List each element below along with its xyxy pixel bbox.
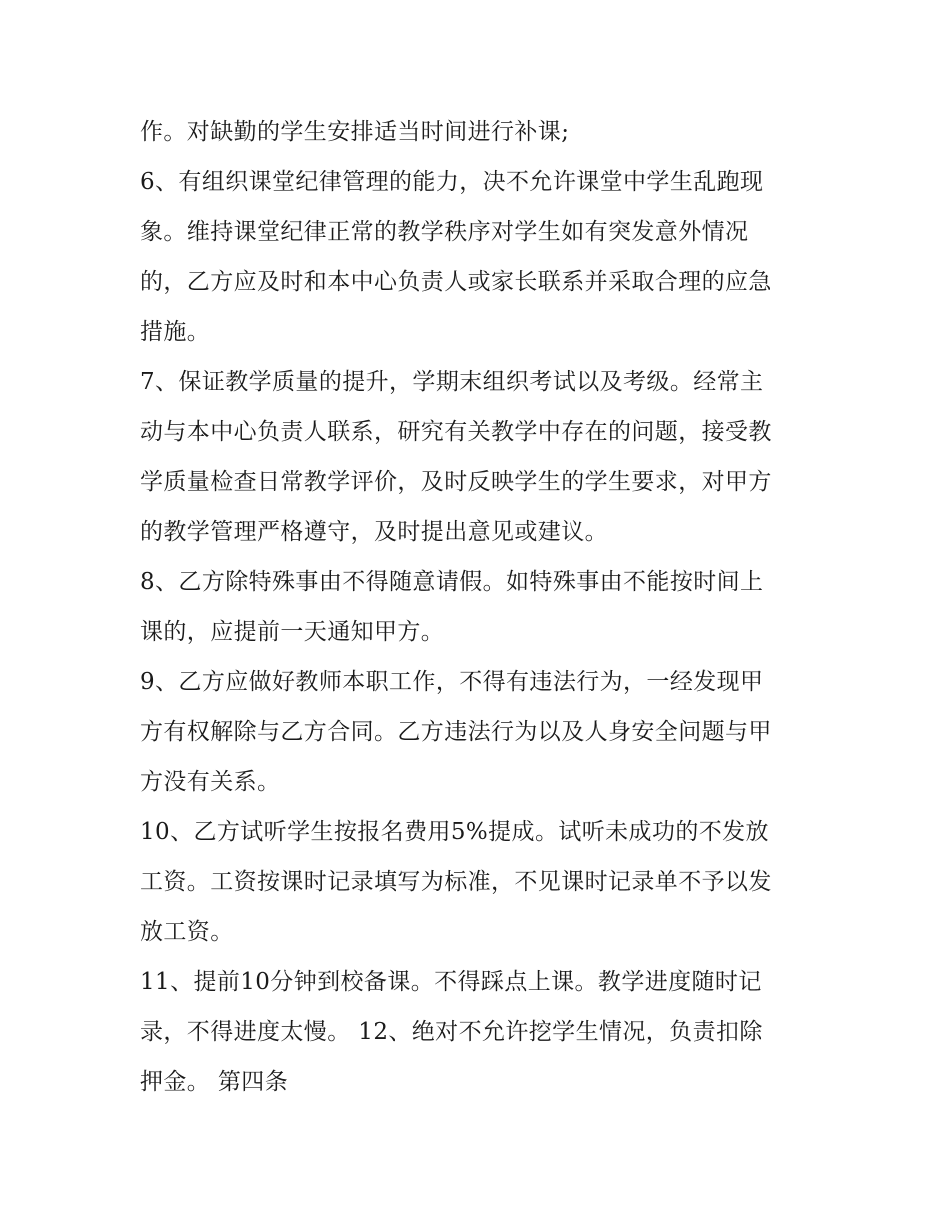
text-line: 10、乙方试听学生按报名费用5%提成。试听未成功的不发放	[140, 819, 769, 845]
text-line: 工资。工资按课时记录填写为标准，不见课时记录单不予以发	[140, 869, 772, 895]
text-line: 象。维持课堂纪律正常的教学秩序对学生如有突发意外情况	[140, 219, 749, 245]
text-line: 作。对缺勤的学生安排适当时间进行补课;	[140, 119, 570, 145]
text-line: 措施。	[140, 319, 211, 345]
text-line: 11、提前10分钟到校备课。不得踩点上课。教学进度随时记	[140, 969, 762, 995]
text-line: 8、乙方除特殊事由不得随意请假。如特殊事由不能按时间上	[140, 569, 764, 595]
text-line: 的教学管理严格遵守，及时提出意见或建议。	[140, 519, 608, 545]
text-line: 动与本中心负责人联系，研究有关教学中存在的问题，接受教	[140, 419, 772, 445]
text-line: 6、有组织课堂纪律管理的能力，决不允许课堂中学生乱跑现	[140, 169, 764, 195]
text-line: 放工资。	[140, 919, 234, 945]
text-line: 课的，应提前一天通知甲方。	[140, 619, 445, 645]
text-line: 学质量检查日常教学评价，及时反映学生的学生要求，对甲方	[140, 469, 772, 495]
text-line: 方没有关系。	[140, 769, 281, 795]
text-line: 押金。 第四条	[140, 1069, 289, 1095]
text-line: 方有权解除与乙方合同。乙方违法行为以及人身安全问题与甲	[140, 719, 772, 745]
document-body	[140, 107, 820, 1107]
text-line: 9、乙方应做好教师本职工作，不得有违法行为，一经发现甲	[140, 669, 764, 695]
text-line: 7、保证教学质量的提升，学期末组织考试以及考级。经常主	[140, 369, 764, 395]
text-line: 录，不得进度太慢。 12、绝对不允许挖学生情况，负责扣除	[140, 1019, 763, 1045]
text-line: 的，乙方应及时和本中心负责人或家长联系并采取合理的应急	[140, 269, 772, 295]
